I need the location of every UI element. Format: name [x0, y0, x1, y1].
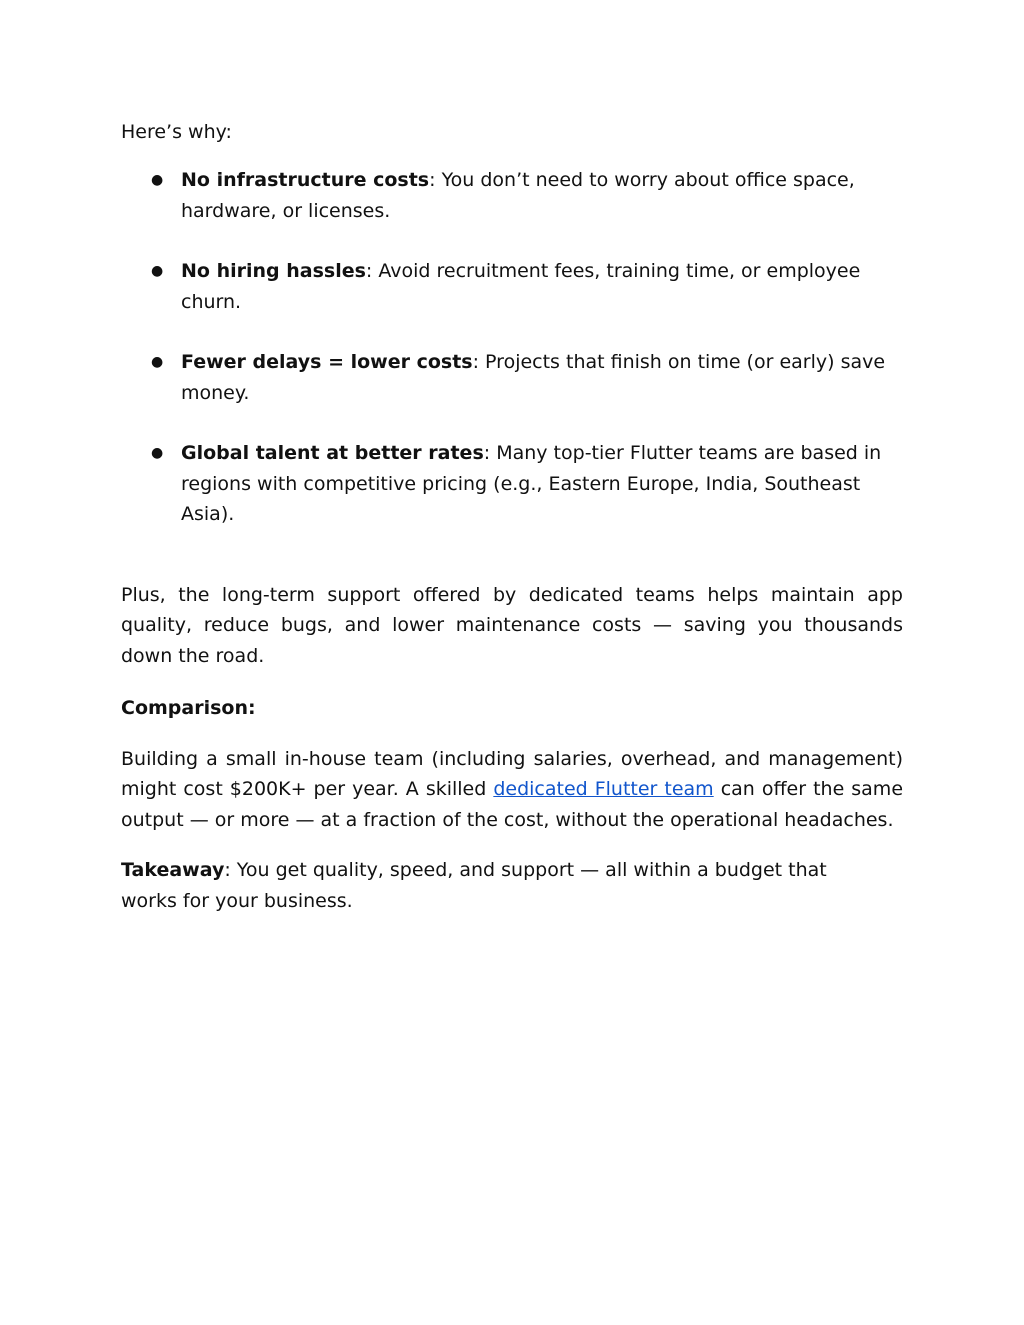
bullet-icon: ●: [151, 354, 164, 370]
list-item: [121, 438, 903, 530]
comparison-text-before-link: Building a small in-house team (including salaries, overhead, and management) might cost $200K+ per year. A skilled: [121, 747, 903, 800]
bullet-title: Global talent at better rates: [181, 442, 484, 464]
comparison-paragraph: [121, 744, 903, 836]
benefits-list: [121, 165, 903, 530]
comparison-heading: Comparison:: [121, 697, 256, 719]
bullet-icon: ●: [151, 263, 164, 279]
list-item: [121, 165, 903, 226]
intro-text: Here’s why:: [121, 121, 232, 143]
bullet-text: : Many top-tier Flutter teams are based in regions with competitive pricing (e.g., Eastern Europe, India, Southeast Asia).: [181, 442, 882, 525]
dedicated-flutter-team-link[interactable]: dedicated Flutter team: [493, 778, 714, 800]
bullet-text: : Projects that finish on time (or early) save money.: [181, 351, 886, 404]
takeaway-label: Takeaway: [121, 859, 225, 881]
bullet-text: : You don’t need to worry about office space, hardware, or licenses.: [181, 169, 855, 222]
bullet-title: Fewer delays = lower costs: [181, 351, 473, 373]
bullet-icon: ●: [151, 172, 164, 188]
list-item: [121, 347, 903, 408]
bullet-title: No infrastructure costs: [181, 169, 430, 191]
takeaway-paragraph: [121, 855, 861, 916]
list-item: [121, 256, 903, 317]
takeaway-text: : You get quality, speed, and support — all within a budget that works for your business.: [121, 859, 827, 912]
bullet-text: : Avoid recruitment fees, training time, or employee churn.: [181, 260, 861, 313]
plus-paragraph: Plus, the long-term support offered by dedicated teams helps maintain app quality, reduce bugs, and lower maintenance costs — saving you thousands down the road.: [121, 583, 903, 667]
document-page: [121, 117, 903, 916]
comparison-text-after-link: can offer the same output — or more — at a fraction of the cost, without the operational headaches.: [121, 778, 904, 831]
bullet-title: No hiring hassles: [181, 260, 366, 282]
bullet-icon: ●: [151, 445, 164, 461]
